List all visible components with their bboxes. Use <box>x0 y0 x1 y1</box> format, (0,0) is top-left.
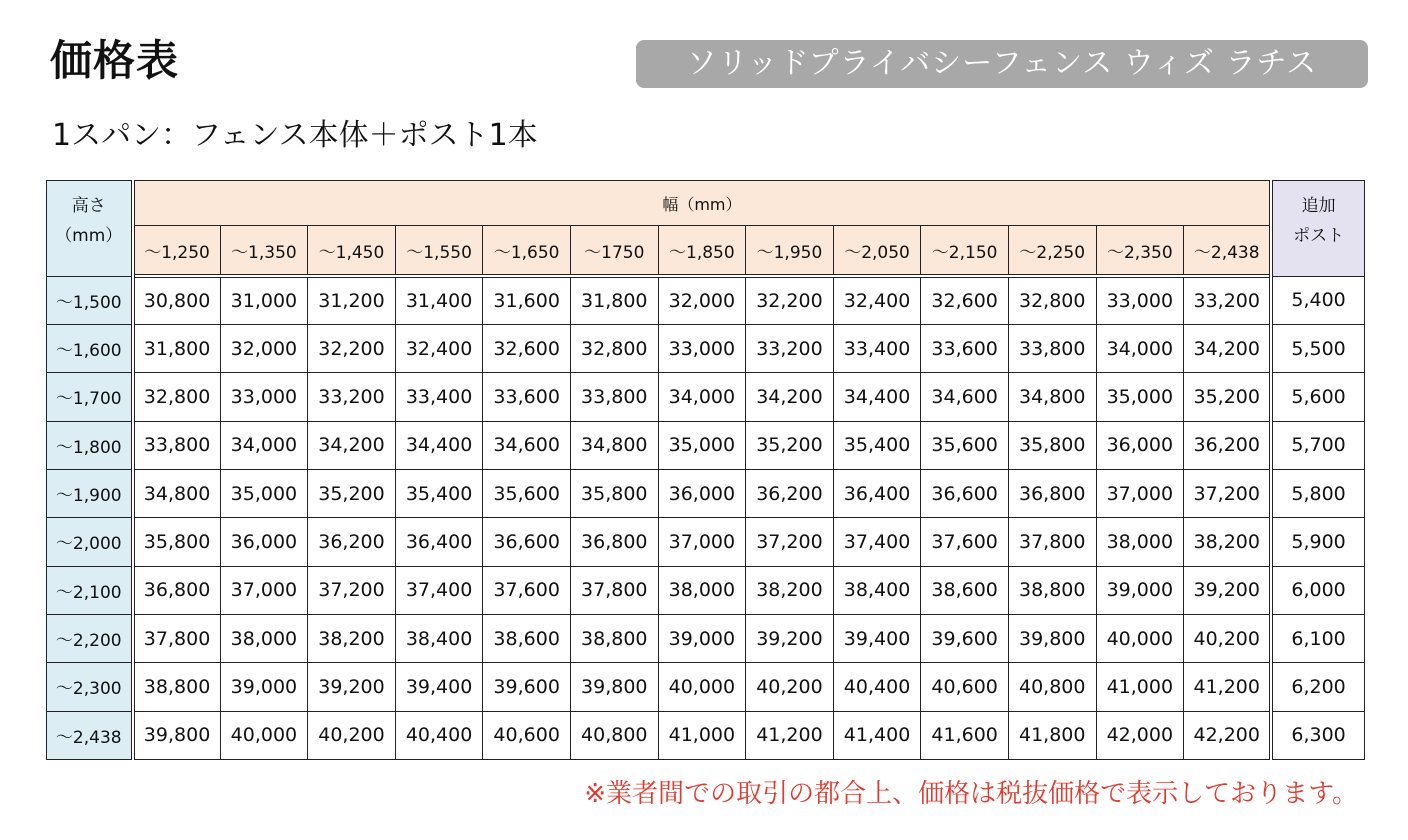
width-column-header: ～1,250 <box>133 226 221 277</box>
price-table <box>46 180 1365 760</box>
price-cell: 33,400 <box>395 373 483 421</box>
price-cell: 38,400 <box>395 614 483 662</box>
price-cell: 39,600 <box>921 614 1009 662</box>
price-cell: 39,000 <box>658 614 746 662</box>
price-cell: 35,800 <box>1008 421 1096 469</box>
height-row-header: ～2,100 <box>47 566 133 614</box>
price-cell: 35,600 <box>921 421 1009 469</box>
price-cell: 40,200 <box>1184 614 1272 662</box>
price-cell: 32,800 <box>570 324 658 372</box>
price-cell: 41,800 <box>1008 711 1096 759</box>
price-cell: 34,600 <box>483 421 571 469</box>
height-row-header: ～2,438 <box>47 711 133 759</box>
height-row-header: ～1,500 <box>47 276 133 324</box>
price-cell: 39,200 <box>746 614 834 662</box>
width-column-header: ～2,050 <box>833 226 921 277</box>
price-cell: 40,800 <box>1008 663 1096 711</box>
price-cell: 32,400 <box>833 276 921 324</box>
additional-post-price-cell: 6,300 <box>1271 711 1364 759</box>
price-cell: 39,000 <box>1096 566 1184 614</box>
price-cell: 35,000 <box>1096 373 1184 421</box>
table-row <box>47 324 1365 372</box>
price-cell: 36,200 <box>1184 421 1272 469</box>
price-cell: 35,800 <box>133 518 221 566</box>
table-row <box>47 518 1365 566</box>
table-row <box>47 711 1365 759</box>
additional-post-price-cell: 5,700 <box>1271 421 1364 469</box>
price-cell: 38,000 <box>1096 518 1184 566</box>
page-title: 価格表 <box>50 36 180 85</box>
width-column-header: ～1,550 <box>395 226 483 277</box>
additional-post-price-cell: 5,400 <box>1271 276 1364 324</box>
price-cell: 39,400 <box>833 614 921 662</box>
width-header-row <box>47 181 1365 226</box>
price-cell: 36,000 <box>658 469 746 517</box>
price-cell: 33,600 <box>921 324 1009 372</box>
height-row-header: ～1,800 <box>47 421 133 469</box>
table-row <box>47 469 1365 517</box>
price-table-body <box>47 276 1365 760</box>
price-cell: 37,800 <box>1008 518 1096 566</box>
width-column-header: ～1,850 <box>658 226 746 277</box>
post-header-line1: 追加 <box>1301 196 1336 216</box>
price-cell: 37,600 <box>921 518 1009 566</box>
height-row-header: ～1,700 <box>47 373 133 421</box>
price-cell: 40,400 <box>395 711 483 759</box>
width-column-header: ～1,950 <box>746 226 834 277</box>
width-column-header: ～2,250 <box>1008 226 1096 277</box>
price-cell: 32,400 <box>395 324 483 372</box>
price-cell: 40,600 <box>921 663 1009 711</box>
price-cell: 38,600 <box>921 566 1009 614</box>
price-cell: 33,200 <box>308 373 396 421</box>
price-cell: 40,000 <box>1096 614 1184 662</box>
price-cell: 35,400 <box>395 469 483 517</box>
width-column-header: ～2,150 <box>921 226 1009 277</box>
width-column-header: ～1,650 <box>483 226 571 277</box>
price-cell: 39,800 <box>1008 614 1096 662</box>
price-cell: 40,000 <box>220 711 308 759</box>
price-cell: 35,600 <box>483 469 571 517</box>
price-cell: 39,000 <box>220 663 308 711</box>
price-cell: 34,600 <box>921 373 1009 421</box>
price-cell: 34,400 <box>395 421 483 469</box>
price-cell: 34,200 <box>308 421 396 469</box>
height-column-header <box>47 181 133 277</box>
price-cell: 36,200 <box>308 518 396 566</box>
price-cell: 34,800 <box>570 421 658 469</box>
price-cell: 41,600 <box>921 711 1009 759</box>
price-cell: 37,800 <box>133 614 221 662</box>
additional-post-price-cell: 5,900 <box>1271 518 1364 566</box>
width-columns-row <box>47 226 1365 277</box>
price-cell: 40,200 <box>308 711 396 759</box>
price-cell: 33,200 <box>746 324 834 372</box>
price-cell: 36,400 <box>833 469 921 517</box>
price-cell: 35,000 <box>658 421 746 469</box>
price-cell: 35,200 <box>1184 373 1272 421</box>
price-cell: 36,000 <box>220 518 308 566</box>
price-cell: 31,200 <box>308 276 396 324</box>
price-cell: 39,600 <box>483 663 571 711</box>
price-cell: 34,000 <box>220 421 308 469</box>
height-header-label: 高さ <box>71 196 106 216</box>
price-cell: 34,200 <box>1184 324 1272 372</box>
pricing-unit-description: 1スパン：フェンス本体＋ポスト1本 <box>52 118 538 153</box>
price-cell: 40,000 <box>658 663 746 711</box>
price-cell: 40,600 <box>483 711 571 759</box>
price-cell: 33,000 <box>220 373 308 421</box>
price-cell: 36,600 <box>483 518 571 566</box>
table-row <box>47 614 1365 662</box>
table-row <box>47 566 1365 614</box>
price-cell: 38,600 <box>483 614 571 662</box>
price-cell: 33,400 <box>833 324 921 372</box>
price-cell: 32,600 <box>921 276 1009 324</box>
price-cell: 39,200 <box>308 663 396 711</box>
additional-post-header <box>1271 181 1364 277</box>
price-cell: 32,200 <box>746 276 834 324</box>
height-row-header: ～1,900 <box>47 469 133 517</box>
price-cell: 40,800 <box>570 711 658 759</box>
price-cell: 35,200 <box>746 421 834 469</box>
additional-post-price-cell: 6,100 <box>1271 614 1364 662</box>
price-cell: 31,600 <box>483 276 571 324</box>
price-cell: 41,400 <box>833 711 921 759</box>
price-cell: 36,400 <box>395 518 483 566</box>
price-cell: 31,000 <box>220 276 308 324</box>
price-cell: 37,800 <box>570 566 658 614</box>
price-cell: 35,800 <box>570 469 658 517</box>
price-cell: 39,800 <box>133 711 221 759</box>
price-cell: 32,600 <box>483 324 571 372</box>
price-cell: 33,800 <box>133 421 221 469</box>
price-cell: 41,200 <box>746 711 834 759</box>
price-cell: 37,200 <box>746 518 834 566</box>
price-cell: 39,400 <box>395 663 483 711</box>
price-cell: 37,400 <box>833 518 921 566</box>
price-cell: 33,600 <box>483 373 571 421</box>
width-column-header: ～1,450 <box>308 226 396 277</box>
additional-post-price-cell: 5,600 <box>1271 373 1364 421</box>
price-cell: 37,400 <box>395 566 483 614</box>
width-column-header: ～1750 <box>570 226 658 277</box>
price-cell: 36,600 <box>921 469 1009 517</box>
price-cell: 32,800 <box>133 373 221 421</box>
price-cell: 41,000 <box>1096 663 1184 711</box>
height-row-header: ～2,200 <box>47 614 133 662</box>
price-cell: 39,200 <box>1184 566 1272 614</box>
price-cell: 33,000 <box>658 324 746 372</box>
price-cell: 38,400 <box>833 566 921 614</box>
price-cell: 34,800 <box>133 469 221 517</box>
price-cell: 41,000 <box>658 711 746 759</box>
height-row-header: ～2,000 <box>47 518 133 566</box>
price-cell: 30,800 <box>133 276 221 324</box>
height-header-unit: （mm） <box>55 226 123 246</box>
price-cell: 35,000 <box>220 469 308 517</box>
width-column-header: ～2,438 <box>1184 226 1272 277</box>
price-cell: 32,000 <box>658 276 746 324</box>
price-cell: 39,800 <box>570 663 658 711</box>
price-cell: 38,000 <box>220 614 308 662</box>
price-cell: 37,200 <box>1184 469 1272 517</box>
price-cell: 31,800 <box>570 276 658 324</box>
price-cell: 32,200 <box>308 324 396 372</box>
price-cell: 34,800 <box>1008 373 1096 421</box>
price-cell: 35,400 <box>833 421 921 469</box>
price-cell: 38,000 <box>658 566 746 614</box>
price-cell: 38,800 <box>133 663 221 711</box>
width-column-header: ～1,350 <box>220 226 308 277</box>
price-cell: 37,600 <box>483 566 571 614</box>
price-cell: 36,800 <box>133 566 221 614</box>
post-header-line2: ポスト <box>1293 226 1345 246</box>
table-row <box>47 663 1365 711</box>
table-row <box>47 373 1365 421</box>
price-cell: 40,400 <box>833 663 921 711</box>
height-row-header: ～2,300 <box>47 663 133 711</box>
price-cell: 34,200 <box>746 373 834 421</box>
price-cell: 37,000 <box>220 566 308 614</box>
tax-note: ※業者間での取引の都合上、価格は税抜価格で表示しております。 <box>584 779 1358 809</box>
price-cell: 34,400 <box>833 373 921 421</box>
price-cell: 42,200 <box>1184 711 1272 759</box>
additional-post-price-cell: 5,500 <box>1271 324 1364 372</box>
price-cell: 36,800 <box>570 518 658 566</box>
price-cell: 37,200 <box>308 566 396 614</box>
price-cell: 38,200 <box>308 614 396 662</box>
price-cell: 36,200 <box>746 469 834 517</box>
price-cell: 33,800 <box>1008 324 1096 372</box>
additional-post-price-cell: 6,200 <box>1271 663 1364 711</box>
price-cell: 38,800 <box>570 614 658 662</box>
width-column-header: ～2,350 <box>1096 226 1184 277</box>
price-cell: 35,200 <box>308 469 396 517</box>
price-cell: 38,200 <box>746 566 834 614</box>
price-cell: 34,000 <box>658 373 746 421</box>
table-row <box>47 276 1365 324</box>
price-cell: 32,800 <box>1008 276 1096 324</box>
price-cell: 37,000 <box>1096 469 1184 517</box>
price-cell: 40,200 <box>746 663 834 711</box>
price-cell: 38,800 <box>1008 566 1096 614</box>
price-cell: 33,000 <box>1096 276 1184 324</box>
product-name-badge: ソリッドプライバシーフェンス ウィズ ラチス <box>636 40 1368 88</box>
table-row <box>47 421 1365 469</box>
price-cell: 34,000 <box>1096 324 1184 372</box>
price-cell: 37,000 <box>658 518 746 566</box>
price-cell: 36,000 <box>1096 421 1184 469</box>
additional-post-price-cell: 5,800 <box>1271 469 1364 517</box>
price-cell: 41,200 <box>1184 663 1272 711</box>
price-cell: 33,800 <box>570 373 658 421</box>
width-header: 幅（mm） <box>133 181 1272 226</box>
price-cell: 31,400 <box>395 276 483 324</box>
additional-post-price-cell: 6,000 <box>1271 566 1364 614</box>
price-cell: 32,000 <box>220 324 308 372</box>
price-cell: 36,800 <box>1008 469 1096 517</box>
price-cell: 42,000 <box>1096 711 1184 759</box>
price-cell: 33,200 <box>1184 276 1272 324</box>
price-cell: 31,800 <box>133 324 221 372</box>
price-cell: 38,200 <box>1184 518 1272 566</box>
height-row-header: ～1,600 <box>47 324 133 372</box>
